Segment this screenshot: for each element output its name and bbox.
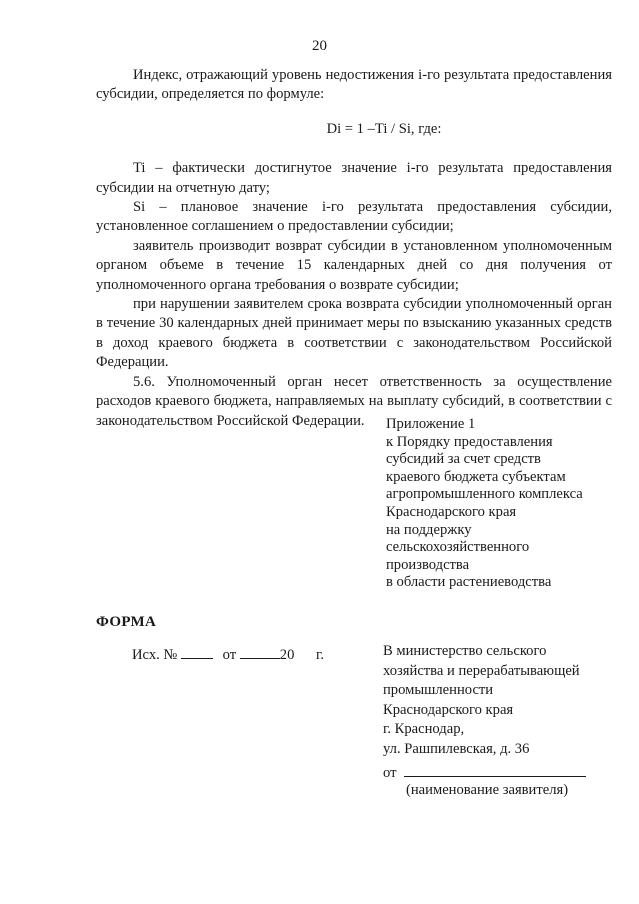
outgoing-year-prefix: 20 xyxy=(279,647,295,663)
appendix-line: Краснодарского края xyxy=(386,503,517,520)
addressee-line: промышленности xyxy=(383,682,494,699)
appendix-line: в области растениеводства xyxy=(386,574,552,591)
outgoing-year-suffix: г. xyxy=(316,647,325,663)
paragraph-index-definition: Индекс, отражающий уровень недостижения i-го результата предоставления субсидии, определяется по формуле: xyxy=(96,67,612,103)
paragraph-responsibility: 5.6. Уполномоченный орган несет ответственность за осуществление расходов краевого бюджета, направляемых на выплату субсидий, в соответствии с законодательством Российской Федерации. xyxy=(96,373,612,429)
paragraph-refund-violation: при нарушении заявителем срока возврата субсидии уполномоченный орган в течение 30 календарных дней принимает меры по взысканию указанных средств в доход краевого бюджета в соответствии с законодательством Российской Федерации. xyxy=(96,296,612,371)
body-text xyxy=(96,66,612,431)
appendix-line: Приложение 1 xyxy=(386,416,476,432)
appendix-line: субсидий за счет средств xyxy=(386,451,541,468)
outgoing-date-blank xyxy=(240,646,280,659)
addressee-line: хозяйства и перерабатывающей xyxy=(383,662,580,679)
applicant-caption: (наименование заявителя) xyxy=(406,782,569,798)
appendix-line: производства xyxy=(386,556,470,573)
form-title: ФОРМА xyxy=(96,614,157,630)
appendix-line: агропромышленного комплекса xyxy=(386,486,583,503)
from-row xyxy=(383,764,586,782)
outgoing-from-word: от xyxy=(222,647,237,663)
applicant-name-blank xyxy=(404,764,586,777)
appendix-line: к Порядку предоставления xyxy=(386,433,553,450)
appendix-line: краевого бюджета субъектам xyxy=(386,468,566,485)
paragraph-refund-term: заявитель производит возврат субсидии в установленном уполномоченным органом объеме в течение 15 календарных дней со дня получения от уполномоченного органа требования о возврате субсидии; xyxy=(96,237,612,293)
outgoing-number-row xyxy=(132,646,324,664)
from-label: от xyxy=(383,765,397,781)
addressee-line: В министерство сельского xyxy=(383,643,547,659)
outgoing-number-blank xyxy=(181,646,213,659)
appendix-line: на поддержку xyxy=(386,521,472,538)
outgoing-prefix: Исх. № xyxy=(132,647,178,663)
formula: Di = 1 –Ti / Si, где: xyxy=(326,120,442,137)
paragraph-ti-definition: Ti – фактически достигнутое значение i-го результата предоставления субсидии на отчетную дату; xyxy=(96,160,612,196)
paragraph-si-definition: Si – плановое значение i-го результата предоставления субсидии, установленное соглашением о предоставлении субсидии; xyxy=(96,199,612,235)
addressee-line: г. Краснодар, xyxy=(383,721,465,738)
page-number: 20 xyxy=(312,38,327,54)
appendix-line: сельскохозяйственного xyxy=(386,539,530,556)
addressee-line: ул. Рашпилевская, д. 36 xyxy=(383,740,530,757)
addressee-block xyxy=(383,642,623,760)
appendix-header xyxy=(386,416,616,592)
addressee-line: Краснодарского края xyxy=(383,701,514,718)
